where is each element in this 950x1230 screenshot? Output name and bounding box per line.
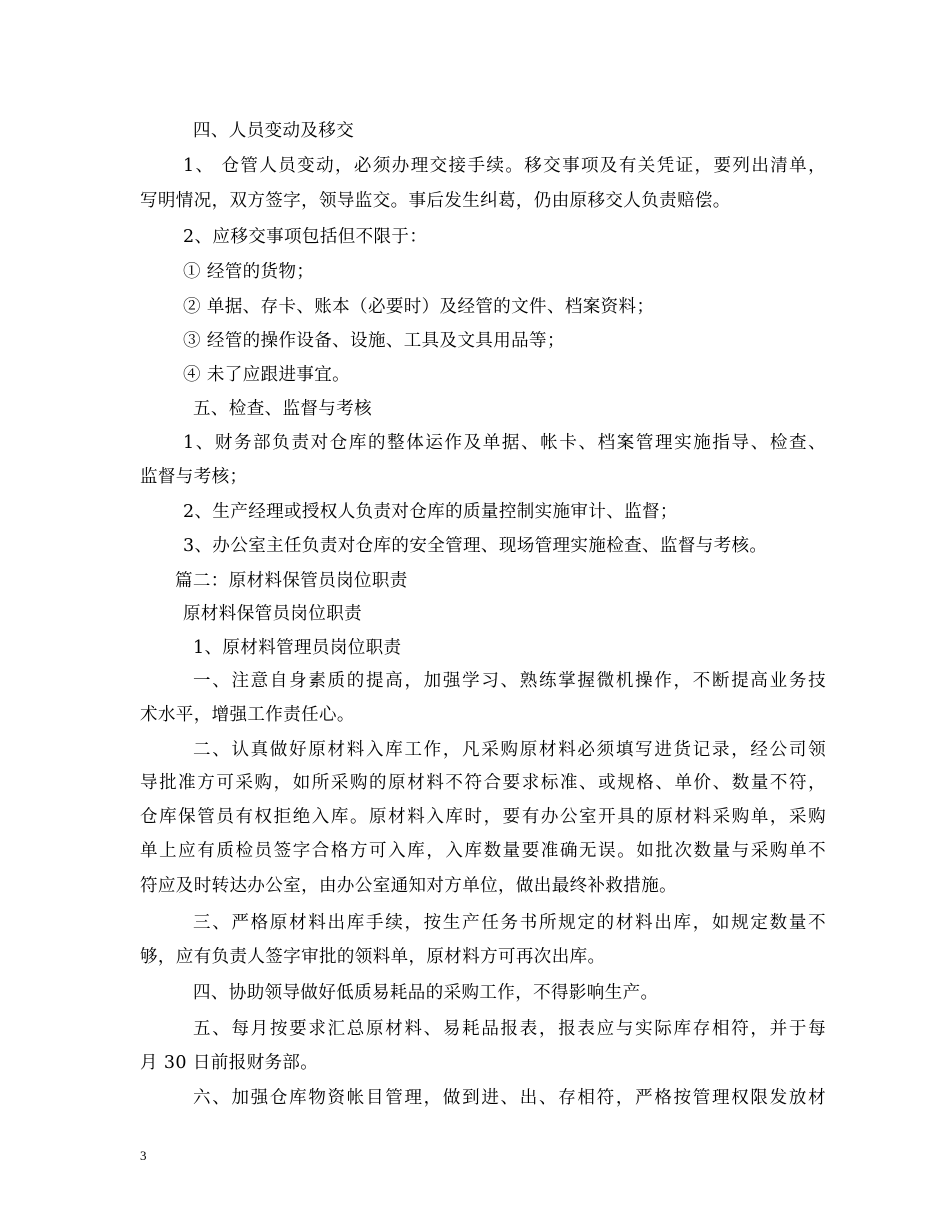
paragraph-line: 够，应有负责人签字审批的领料单，原材料方可再次出库。 [140,947,606,967]
section-heading: 1、原材料管理员岗位职责 [193,638,402,658]
list-item: ② 单据、存卡、账本（必要时）及经管的文件、档案资料； [183,297,655,317]
paragraph-line: 监督与考核； [140,467,248,487]
paragraph-line: 三、严格原材料出库手续，按生产任务书所规定的材料出库，如规定数量不 [193,913,826,933]
list-item: ④ 未了应跟进事宜。 [183,365,351,385]
paragraph-line: 一、注意自身素质的提高，加强学习、熟练掌握微机操作，不断提高业务技 [193,671,826,691]
chapter-title: 篇二：原材料保管员岗位职责 [175,571,408,591]
paragraph-line: 3、办公室主任负责对仓库的安全管理、现场管理实施检查、监督与考核。 [183,536,768,556]
list-item: ① 经管的货物； [183,262,315,282]
paragraph-line: 单上应有质检员签字合格方可入库，入库数量要准确无误。如批次数量与采购单不 [140,841,826,861]
paragraph-line: 五、每月按要求汇总原材料、易耗品报表，报表应与实际库存相符，并于每 [193,1019,826,1039]
paragraph-line: 写明情况，双方签字，领导监交。事后发生纠葛，仍由原移交人负责赔偿。 [140,191,731,211]
paragraph-line: 二、认真做好原材料入库工作，凡采购原材料必须填写进货记录，经公司领 [193,740,826,760]
paragraph-line: 导批准方可采购，如所采购的原材料不符合要求标准、或规格、单价、数量不符， [140,773,826,793]
paragraph-line: 六、加强仓库物资帐目管理，做到进、出、存相符，严格按管理权限发放材 [193,1088,826,1108]
page-number: 3 [140,1148,147,1163]
subtitle: 原材料保管员岗位职责 [183,604,362,624]
section-heading-inspection: 五、检查、监督与考核 [193,399,372,419]
paragraph-line: 2、应移交事项包括但不限于： [183,227,428,247]
list-item: ③ 经管的操作设备、设施、工具及文具用品等； [183,331,565,351]
paragraph-line: 四、协助领导做好低质易耗品的采购工作，不得影响生产。 [193,983,659,1003]
paragraph-line: 符应及时转达办公室，由办公室通知对方单位，做出最终补救措施。 [140,876,677,896]
paragraph-line: 1、财务部负责对仓库的整体运作及单据、帐卡、档案管理实施指导、检查、 [183,433,826,453]
paragraph-line: 术水平，增强工作责任心。 [140,705,355,725]
section-heading-personnel-transfer: 四、人员变动及移交 [193,121,355,141]
paragraph-line: 1、 仓管人员变动，必须办理交接手续。移交事项及有关凭证，要列出清单， [183,156,826,176]
paragraph-line: 月 30 日前报财务部。 [140,1053,319,1073]
paragraph-line: 2、生产经理或授权人负责对仓库的质量控制实施审计、监督； [183,502,678,522]
paragraph-line: 仓库保管员有权拒绝入库。原材料入库时，要有办公室开具的原材料采购单，采购 [140,807,826,827]
